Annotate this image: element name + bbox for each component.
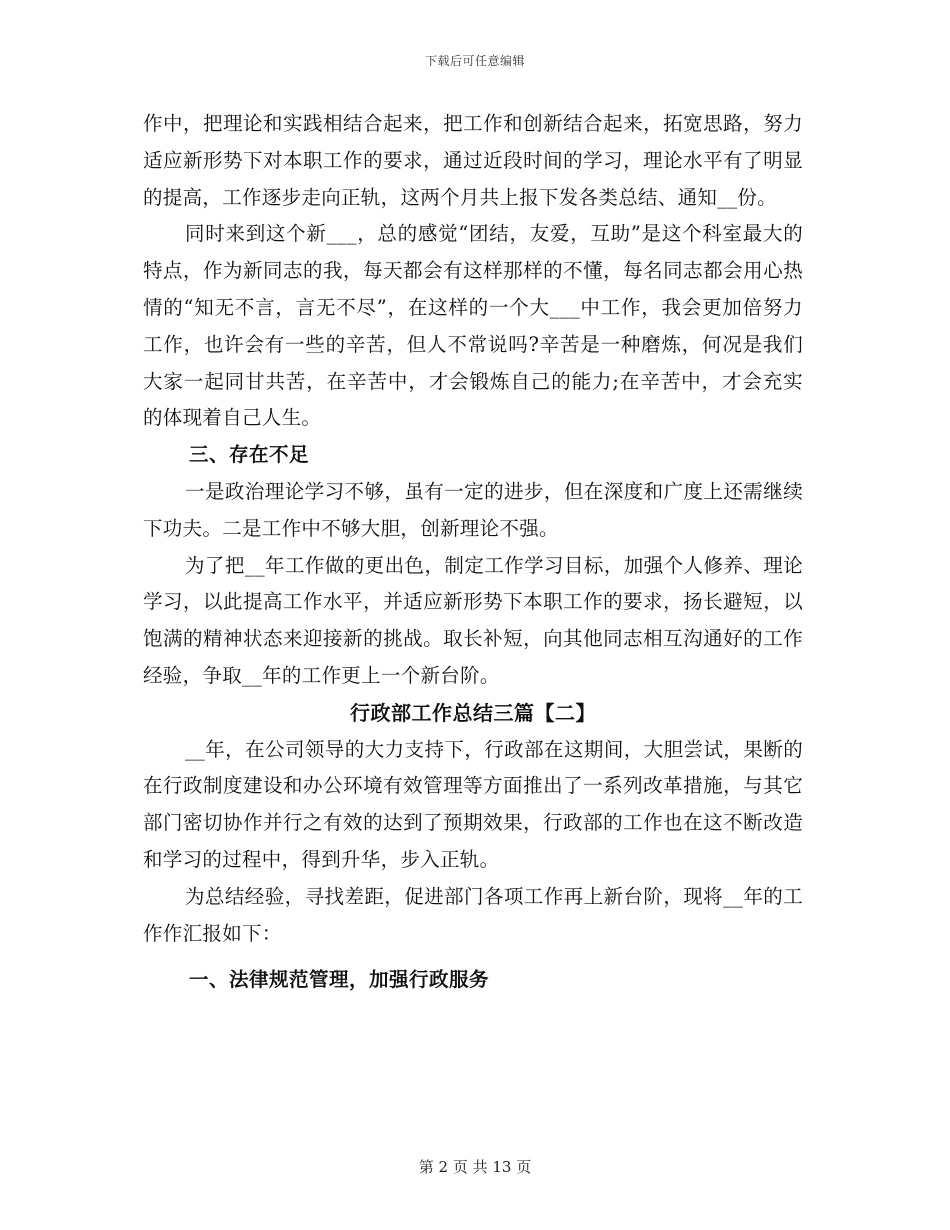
page-footer: 第 2 页 共 13 页 bbox=[418, 1158, 532, 1176]
section-heading-shortcomings: 三、存在不足 bbox=[189, 443, 310, 467]
paragraph-goals: 为了把__年工作做的更出色，制定工作学习目标，加强个人修养、理论学习，以此提高工作水平，并适应新形势下本职工作的要求，扬长避短，以饱满的精神状态来迎接新的挑战。取长补短，向其他同志相互沟通好的工作经验，争取__年的工作更上一个新台阶。 bbox=[143, 553, 803, 687]
paragraph-admin-intro: __年，在公司领导的大力支持下，行政部在这期间，大胆尝试，果断的在行政制度建设和办公环境有效管理等方面推出了一系列改革措施，与其它部门密切协作并行之有效的达到了预期效果，行政部的工作也在这不断改造和学习的过程中，得到升华，步入正轨。 bbox=[143, 737, 803, 871]
document-body bbox=[143, 106, 803, 999]
section-heading-legal-management: 一、法律规范管理，加强行政服务 bbox=[189, 968, 490, 992]
paragraph-shortcomings: 一是政治理论学习不够，虽有一定的进步，但在深度和广度上还需继续下功夫。二是工作中不够大胆，创新理论不强。 bbox=[143, 479, 803, 540]
paragraph-team-impression: 同时来到这个新___，总的感觉“团结，友爱，互助”是这个科室最大的特点，作为新同志的我，每天都会有这样那样的不懂，每名同志都会用心热情的“知无不言，言无不尽”，在这样的一个大___中工作，我会更加倍努力工作，也许会有一些的辛苦，但人不常说吗?辛苦是一种磨炼，何况是我们大家一起同甘共苦，在辛苦中，才会锻炼自己的能力;在辛苦中，才会充实的体现着自己人生。 bbox=[143, 222, 803, 430]
article-title: 行政部工作总结三篇【二】 bbox=[350, 700, 596, 725]
paragraph-report-intro: 为总结经验，寻找差距，促进部门各项工作再上新台阶，现将__年的工作作汇报如下： bbox=[143, 884, 803, 945]
page-header: 下载后可任意编辑 bbox=[424, 54, 525, 68]
paragraph-continuation: 作中，把理论和实践相结合起来，把工作和创新结合起来，拓宽思路，努力适应新形势下对本职工作的要求，通过近段时间的学习，理论水平有了明显的提高，工作逐步走向正轨，这两个月共上报下发各类总结、通知__份。 bbox=[143, 112, 803, 209]
